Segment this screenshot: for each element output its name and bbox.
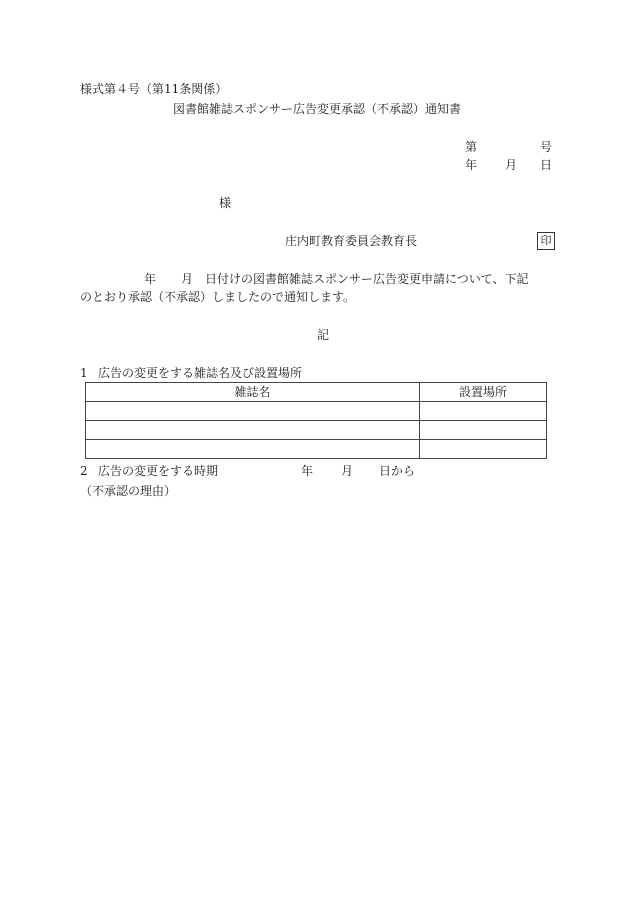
header-magazine-name: 雑誌名: [86, 383, 420, 402]
section1-title: 広告の変更をする雑誌名及び設置場所: [98, 366, 303, 380]
seal-mark: 印: [537, 232, 555, 250]
table-cell: [86, 440, 420, 459]
doc-number-prefix: 第: [465, 140, 478, 154]
body-line2: のとおり承認（不承認）しましたので通知します。: [80, 290, 356, 304]
section1-number: 1: [80, 366, 88, 380]
body-year: 年: [144, 272, 157, 286]
table-row: [86, 440, 547, 459]
table-cell: [420, 421, 547, 440]
header-location: 設置場所: [420, 383, 547, 402]
table-row: [86, 421, 547, 440]
body-line1: 日付けの図書館雑誌スポンサー広告変更申請について、下記: [205, 272, 529, 286]
table-cell: [420, 402, 547, 421]
body-month: 月: [181, 272, 194, 286]
section2-month: 月: [341, 464, 354, 478]
doc-number-suffix: 号: [540, 140, 553, 154]
form-id: 様式第４号（第11条関係）: [80, 82, 228, 96]
section2-title: 広告の変更をする時期: [98, 464, 219, 478]
section2-day-from: 日から: [379, 464, 416, 478]
issuer-name: 庄内町教育委員会教育長: [285, 234, 418, 248]
date-day: 日: [540, 158, 553, 172]
table-cell: [86, 402, 420, 421]
section2-year: 年: [301, 464, 314, 478]
magazine-table: [85, 382, 547, 459]
addressee-suffix: 様: [219, 196, 232, 210]
date-month: 月: [505, 158, 518, 172]
table-cell: [86, 421, 420, 440]
reason-label: （不承認の理由）: [80, 484, 177, 498]
table-cell: [420, 440, 547, 459]
table-row: [86, 402, 547, 421]
ki-heading: 記: [317, 328, 330, 342]
document-title: 図書館雑誌スポンサー広告変更承認（不承認）通知書: [173, 102, 462, 116]
section2-number: 2: [80, 464, 88, 478]
date-year: 年: [465, 158, 478, 172]
table-header-row: [86, 383, 547, 402]
